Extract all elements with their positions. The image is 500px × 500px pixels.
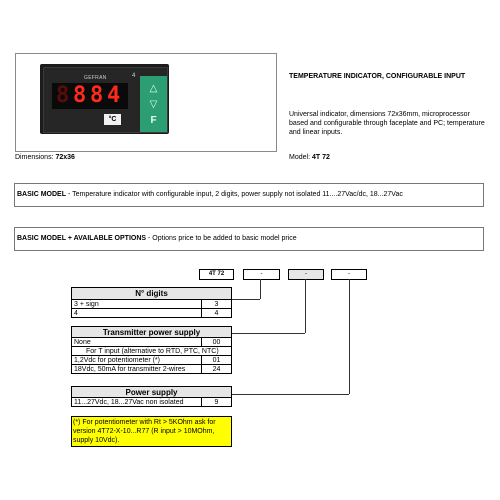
digits-row-1-label: 3 + sign [71, 299, 203, 309]
down-arrow-icon: ▽ [149, 99, 158, 110]
display-digit-3: 8 [90, 83, 104, 108]
device-channel-label: 4 [132, 73, 136, 79]
device-display [52, 83, 128, 109]
connector-digits-horizontal [231, 299, 260, 300]
power-table-title: Power supply [71, 386, 232, 398]
dimensions-line [15, 153, 75, 162]
product-description: Universal indicator, dimensions 72x36mm, microprocessor based and configurable through faceplate and PC; temperature and linear inputs. [289, 111, 485, 136]
device-brand-logo: GEFRAN [84, 75, 107, 81]
potentiometer-note: (*) For potentiometer with Rt > 5KOhm ask for version 4T72-X-10...R77 (R input > 10MOhm, supply 10Vdc). [71, 416, 232, 447]
device-unit-label: °C [104, 114, 121, 125]
display-digit-4: 4 [107, 83, 121, 108]
power-row-1-code: 9 [201, 397, 232, 407]
device-keypad [140, 76, 167, 132]
digits-row-2-label: 4 [71, 308, 203, 318]
display-digit-1: 8 [56, 83, 70, 108]
order-code-model: 4T 72 [199, 269, 234, 280]
order-code-slot-3: - [331, 269, 367, 280]
connector-power-horizontal [231, 394, 349, 395]
digits-row-2-code: 4 [201, 308, 232, 318]
transmitter-row-4-code: 24 [201, 364, 232, 374]
order-code-slot-2: - [288, 269, 324, 280]
basic-model-bar [14, 183, 484, 207]
model-line [289, 153, 330, 162]
connector-power-vertical [349, 279, 350, 394]
transmitter-row-3-label: 1,2Vdc for potentiometer (*) [71, 355, 203, 365]
transmitter-row-4-label: 18Vdc, 50mA for transmitter 2-wires [71, 364, 203, 374]
transmitter-table-title: Transmitter power supply [71, 326, 232, 338]
up-arrow-icon: △ [149, 83, 158, 94]
model-label: Model: [289, 154, 311, 161]
product-photo [40, 64, 169, 134]
dimensions-label: Dimensions: [15, 154, 54, 161]
dimensions-value: 72x36 [55, 154, 75, 161]
transmitter-row-1-code: 00 [201, 337, 232, 347]
transmitter-row-2-label: For T input (alternative to RTD, PTC, NTC) [71, 346, 232, 356]
product-title: TEMPERATURE INDICATOR, CONFIGURABLE INPUT [289, 73, 466, 80]
transmitter-row-3-code: 01 [201, 355, 232, 365]
digits-table-title: N° digits [71, 287, 232, 300]
display-digit-2: 8 [73, 83, 87, 108]
device-bezel [43, 67, 168, 133]
options-header-label: BASIC MODEL + AVAILABLE OPTIONS [17, 235, 147, 242]
transmitter-row-1-label: None [71, 337, 203, 347]
power-row-1-label: 11...27Vdc, 18...27Vac non isolated [71, 397, 203, 407]
connector-transmitter-vertical [305, 279, 306, 333]
product-photo-frame [15, 53, 277, 152]
order-code-slot-1: - [243, 269, 280, 280]
basic-model-text [17, 190, 403, 199]
function-key-icon: F [150, 115, 157, 126]
model-value: 4T 72 [311, 154, 330, 161]
connector-digits-vertical [260, 279, 261, 299]
options-header-text [17, 234, 297, 243]
options-header-description: - Options price to be added to basic model price [146, 235, 297, 242]
basic-model-description: - Temperature indicator with configurable input, 2 digits, power supply not isolated 11....27Vac/dc, 18...27Vac [66, 191, 403, 198]
connector-transmitter-horizontal [231, 333, 305, 334]
basic-model-label: BASIC MODEL [17, 191, 66, 198]
options-header-bar [14, 227, 484, 251]
digits-row-1-code: 3 [201, 299, 232, 309]
